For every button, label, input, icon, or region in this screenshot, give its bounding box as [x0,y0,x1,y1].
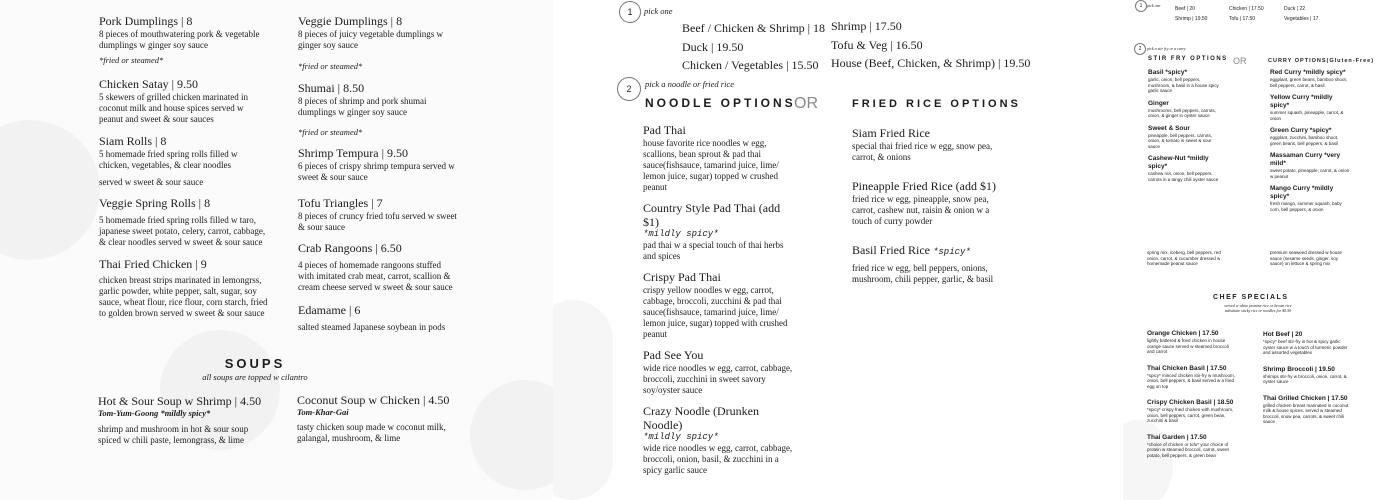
menu-item [852,179,1002,227]
menu-item [1147,399,1237,424]
item-title: Thai Chicken Basil | 17.50 [1147,364,1227,372]
item-title: Pad Thai [643,123,686,137]
stir-fry-list [1148,69,1223,182]
spicy-label: *mildly spicy* [160,408,211,418]
item-description: fried rice w egg, bell peppers, onions, mushroom, chili pepper, garlic, & basil [852,263,994,284]
menu-item [99,77,269,125]
item-title: Shrimp Broccoli | 19.50 [1263,365,1335,373]
protein-option: Duck | 19.50 [682,39,744,54]
menu-item [1270,94,1350,121]
protein-option: Chicken | 17.50 [1229,6,1264,12]
item-title: Thai Garden | 17.50 [1147,433,1207,441]
item-description: chicken breast strips marinated in lemongrss, garlic powder, white pepper, salt, sugar, soy sauce, wheat flour, rice flour, corn starch, fried to golden brown served w sweet & sour sauce [99,275,268,318]
protein-options [1284,4,1318,24]
appetizer-column-left [99,14,269,319]
menu-item [643,270,793,340]
item-title: Ginger [1148,99,1169,107]
stir-fry-note: spring mix, iceberg, bell peppers, red onion, carrot, & cucumber dressed w homemade peanut sauce [1147,250,1221,266]
item-description: wide rice noodles w egg, carrot, cabbage, broccoli, zucchini in sweet savory soy/oyster sauce [643,363,793,395]
item-description: house favorite rice noodles w egg, scallions, bean sprout & pad thai sauce(fishsauce, tamarind juice, lime/ lemon juice, sugar) topped w crushed peanut [643,138,779,192]
soup-item [98,394,268,446]
item-description: 8 pieces of mouthwatering pork & vegetable dumplings w ginger soy sauce [99,29,260,50]
step-one-badge: 1 [619,1,641,23]
stir-fry-heading: STIR FRY OPTIONS [1148,56,1228,62]
item-title: Red Curry *mildly spicy* [1270,69,1346,76]
item-title: Basil *spicy* [1148,69,1188,76]
item-title: Massaman Curry *very mild* [1270,152,1341,167]
floral-decoration [470,380,553,490]
or-divider: OR [1233,56,1247,66]
item-description: *spicy* minced chicken stir-fry w mushroom, onion, bell peppers, & basil served w a fried egg on top [1147,372,1236,389]
menu-item [1270,69,1350,88]
menu-item [298,146,458,183]
item-title: Pineapple Fried Rice (add $1) [852,179,996,193]
fried-rice-list [852,126,1002,285]
item-description: summer squash, pineapple, carrot, & onion [1270,110,1344,121]
item-description: crispy yellow noodles w egg, carrot, cabbage, broccoli, zucchini & pad thai sauce(fishsauce, tamarind juice, lime/ lemon juice, sugar) topped with crushed peanut [643,285,788,339]
item-description: 4 pieces of homemade rangoons stuffed with imitated crab meat, carrot, scallion & cream cheese served w sweet & sour sauce [298,260,453,292]
item-description: sweet potato, pineapple, carrot, & onion w peanut [1270,168,1350,179]
item-title: Crispy Chicken Basil | 18.50 [1147,399,1234,406]
menu-item [1270,152,1350,179]
step-one-label: pick one [1147,3,1161,8]
menu-item [1148,125,1223,150]
protein-option: Duck | 22 [1284,6,1306,12]
item-title: Country Style Pad Thai (add $1) [643,201,781,229]
item-note: served w sweet & sour sauce [99,177,204,187]
menu-item [643,123,793,193]
soups-heading: SOUPS [224,356,286,371]
item-title: Veggie Spring Rolls | 8 [99,196,211,210]
item-title: Mango Curry *mildly spicy* [1270,185,1334,200]
item-title: Crazy Noodle (Drunken Noodle) [643,404,759,432]
menu-item [1263,395,1353,425]
item-description: 5 skewers of grilled chicken marinated in coconut milk and house spices served w peanut and sweet & sour sauces [99,92,248,124]
item-title: Sweet & Sour [1148,124,1190,132]
menu-item [298,196,458,233]
menu-item [99,14,269,65]
soup-alt-name: Tom-Khar-Gai [297,407,349,417]
chef-specials-left [1147,330,1237,458]
item-title: Siam Rolls | 8 [99,134,167,148]
item-description: tasty chicken soup made w coconut milk, galangal, mushroom, & lime [297,422,446,443]
item-title: Basil Fried Rice [852,243,930,257]
item-note: *fried or steamed* [99,55,164,65]
menu-item [99,257,269,319]
menu-item [1148,155,1223,182]
spicy-label: *mildly spicy* [643,229,719,239]
menu-item [1148,100,1223,119]
item-title: Shumai | 8.50 [298,81,365,95]
item-description: eggplant, green beans, bamboo shoot, bell peppers, carrot, & basil [1270,77,1348,88]
item-description: shrimp and mushroom in hot & sour soup spiced w chili paste, lemongrass, & lime [98,424,249,445]
menu-item [643,348,793,396]
menu-item [298,241,458,293]
item-description: grilled chicken breast marinated in coconut milk & house spices, served w steamed broccoli, snow pea, carrots, & sweet chili sauce [1263,402,1349,424]
soup-item [297,393,457,444]
protein-option: Beef | 20 [1175,6,1195,12]
item-note: *fried or steamed* [298,61,363,71]
curry-heading: CURRY OPTIONS(Gluten-Free) [1268,58,1375,64]
chef-specials-right [1263,331,1353,425]
protein-option: Shrimp | 17.50 [831,19,902,33]
item-title: Hot & Sour Soup w Shrimp | 4.50 [98,394,262,408]
curry-list [1270,69,1350,212]
menu-item [1263,366,1353,385]
item-description: *spicy* crispy fried chicken with mushroom, onion, bell peppers, carrot, green bean, zucchini & basil [1147,407,1234,423]
item-description: special thai fried rice w egg, snow pea, carrot, & onions [852,141,993,162]
item-title: Yellow Curry *mildly spicy* [1270,94,1333,109]
appetizers-panel [0,0,553,500]
menu-item [1148,69,1223,94]
item-description: shrimps stir-fry w broccoli, onion, carrot, & oyster sauce [1263,373,1347,384]
protein-options [1229,4,1264,24]
protein-option: House (Beef, Chicken, & Shrimp) | 19.50 [831,56,1031,70]
item-title: Crispy Pad Thai [643,270,721,284]
item-title: Hot Beef | 20 [1263,331,1303,338]
chef-specials-note: served w white jasmine rice or brown rice substitute sticky rice or noodles for $0.50 [1224,303,1292,313]
step-one-badge: 1 [1135,0,1147,12]
step-two-label: pick a stir fry or a curry [1147,46,1186,51]
item-description: mushrooms, bell peppers, carrots, onion, & ginger in oyster sauce [1148,107,1217,118]
protein-options-right [831,17,1030,73]
item-title: Edamame | 6 [298,303,361,317]
curry-note: premium seaweed dressed w house sauce (sesame seeds, ginger, soy sauce) on lettuce & spring mix [1270,250,1343,266]
menu-item [1263,331,1353,356]
item-title: Pork Dumplings | 8 [99,14,193,28]
item-note: *fried or steamed* [298,127,363,137]
item-description: wide rice noodles w egg, carrot, cabbage, broccoli, onion, basil, & zucchini in a spicy garlic sauce [643,443,793,475]
protein-options-left [682,19,825,75]
or-divider: OR [794,95,818,112]
item-title: Orange Chicken | 17.50 [1147,330,1219,337]
floral-decoration [0,120,100,260]
menu-item [643,404,793,476]
item-description: *spicy* beef stir-fry in hot & spicy garlic oyster sauce w a touch of turmeric powder and assorted vegetables [1263,339,1348,355]
menu-item [1270,127,1350,146]
item-description: 8 pieces of juicy vegetable dumplings w ginger soy sauce [298,29,443,50]
item-description: 8 pieces of cruncy fried tofu served w sweet & sour sauce [298,211,457,232]
item-description: *choice of chicken or tofu* your choice of protein w steamed broccoli, carrot, sweet potato, bell peppers, & green bean [1147,441,1229,458]
item-title: Chicken Satay | 9.50 [99,77,199,91]
item-description: 8 pieces of shrimp and pork shumai dumplings w ginger soy sauce [298,96,427,117]
soups-subtitle: all soups are topped w cilantro [202,372,308,382]
item-title: Thai Grilled Chicken | 17.50 [1263,394,1348,402]
menu-item [1147,434,1237,459]
menu-item [1147,365,1237,390]
item-title: Siam Fried Rice [852,126,930,140]
item-description: pad thai w a special touch of thai herbs and spices [643,240,784,261]
protein-option: Chicken / Vegetables | 15.50 [682,58,819,72]
item-title: Pad See You [643,348,704,362]
step-two-badge: 2 [1134,43,1146,55]
floral-decoration [553,300,613,500]
entrees-panel [1123,0,1400,500]
item-title: Thai Fried Chicken | 9 [99,257,207,271]
protein-option: Shrimp | 19.50 [1175,16,1208,22]
item-title: Veggie Dumplings | 8 [298,14,403,28]
protein-option: Tofu & Veg | 16.50 [831,37,923,52]
menu-item [1270,185,1350,212]
item-description: eggplant, zucchini, bamboo shoot, green beans, bell peppers, & basil [1270,135,1339,146]
item-title: Crab Rangoons | 6.50 [298,241,402,255]
soup-alt-name: Tom-Yum-Goong [98,408,159,418]
menu-item [852,243,1002,285]
item-description: fried rice w egg, pineapple, snow pea, carrot, cashew nut, raisin & onion w a touch of curry powder [852,194,990,226]
item-title: Green Curry *spicy* [1270,127,1332,134]
item-description: 6 pieces of crispy shrimp tempura served w sweet & sour sauce [298,161,455,182]
spicy-label: *mildly spicy* [643,432,719,442]
item-description: garlic, onion, bell peppers, mushroom, & basil in a house spicy garlic sauce [1148,77,1219,93]
item-title: Cashew-Nut *mildly spicy* [1148,155,1209,170]
protein-option: Vegetables | 17 [1284,16,1319,22]
protein-option: Tofu | 17.50 [1229,16,1256,22]
protein-options [1175,4,1207,24]
step-one-label: pick one [644,6,673,16]
menu-item [99,134,269,188]
item-description: pineapple, bell peppers, carrots, onion, & tomato in sweet & sour sauce [1148,132,1213,149]
item-description: 5 homemade fried spring rolls filled w chicken, vegetables, & clear noodles [99,149,238,170]
noodle-options-heading: NOODLE OPTIONS [645,96,796,110]
item-title: Tofu Triangles | 7 [298,196,383,210]
item-description: lightly battered & fried chicken in house orange sauce served w steamed broccoli and carrot [1147,338,1229,354]
step-two-badge: 2 [617,77,641,101]
spicy-label: *spicy* [933,247,971,257]
noodle-list [643,123,793,476]
item-title: Shrimp Tempura | 9.50 [298,146,408,160]
step-two-label: pick a noodle or fried rice [645,79,734,89]
chef-specials-heading: CHEF SPECIALS [1213,294,1289,301]
noodle-rice-panel [553,0,1123,500]
item-description: cashew nut, onion, bell peppers, carrots in a tangy chili oyster sauce [1148,171,1219,182]
protein-option: Beef / Chicken & Shrimp | 18 [682,21,826,35]
menu-item [852,126,1002,163]
item-description: 5 homemade fried spring rolls filled w taro, japanese sweet potato, celery, carrot, cabbage, & clear noodles served w sweet & sour sauce [99,215,266,247]
menu-item [1147,330,1237,355]
item-description: fresh mango, summer squash, baby corn, bell peppers, & onion [1270,201,1342,212]
menu-item [298,81,458,137]
item-description: salted steamed Japanese soybean in pods [298,322,446,332]
menu-item [298,303,458,333]
menu-item [99,196,269,248]
fried-rice-heading: FRIED RICE OPTIONS [852,98,1021,110]
appetizer-column-right [298,14,458,333]
menu-item [298,14,458,71]
menu-item [643,201,793,262]
item-title: Coconut Soup w Chicken | 4.50 [297,393,450,407]
